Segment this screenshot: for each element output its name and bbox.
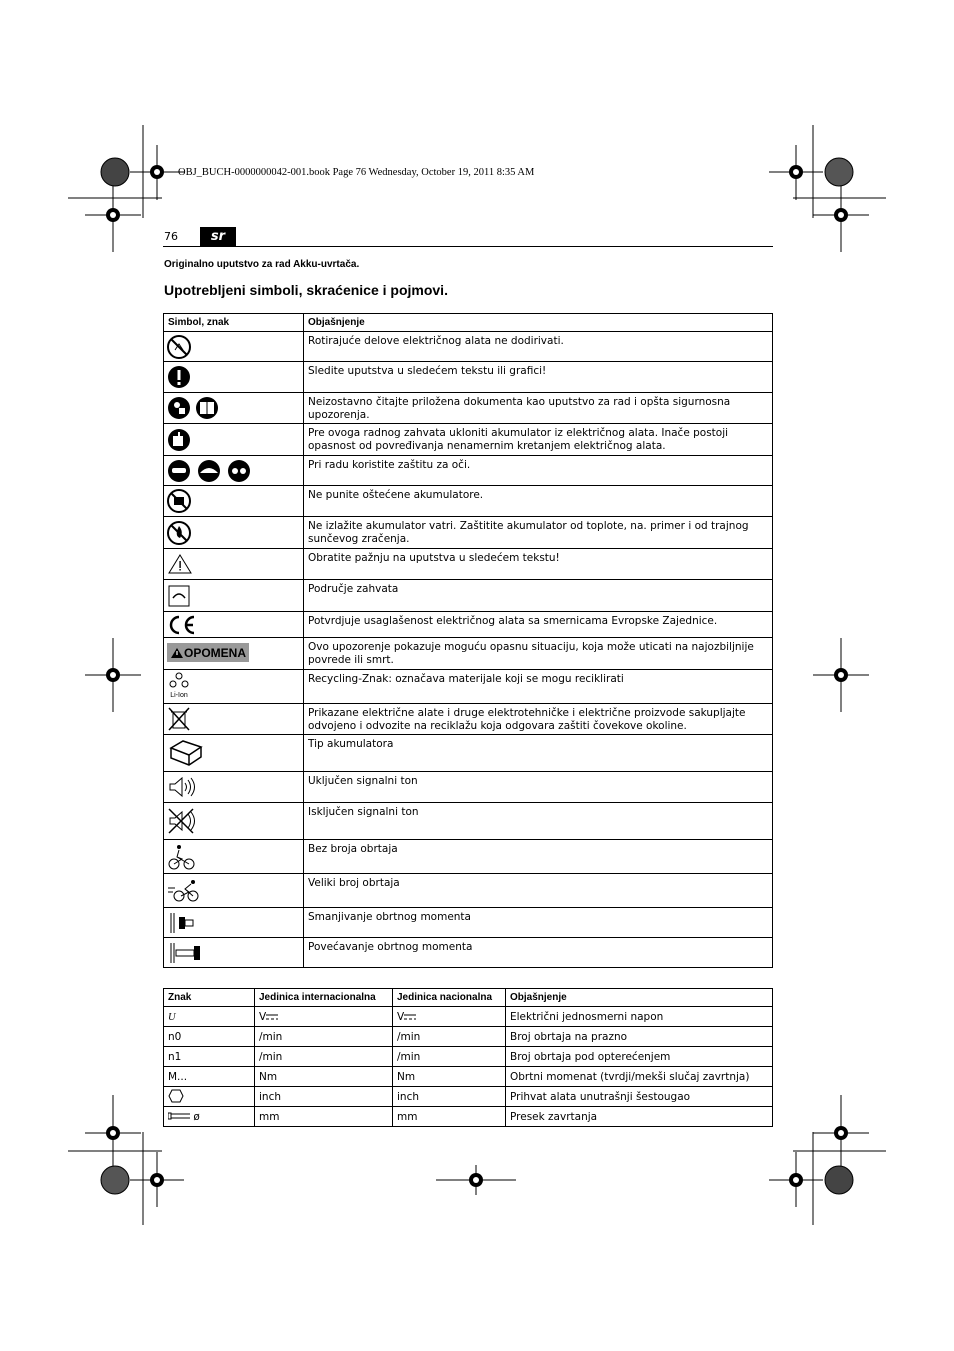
natl-unit-cell: /min: [393, 1047, 506, 1067]
diameter-text: ø: [193, 1111, 200, 1123]
explanation-cell: Prihvat alata unutrašnji šestougao: [506, 1087, 773, 1107]
intl-unit-cell: /min: [255, 1027, 393, 1047]
table-row: [164, 549, 773, 580]
no-touch-rotating-icon: [167, 335, 191, 359]
table-row: [164, 772, 773, 803]
explanation-text: Ovo upozorenje pokazuje moguću opasnu situaciju, koja može uticati na najozbiljnije povrede ili smrt.: [304, 638, 773, 670]
section-title: Upotrebljeni simboli, skraćenice i pojmovi.: [164, 282, 448, 298]
intl-unit-cell: inch: [255, 1087, 393, 1107]
explanation-text: Povećavanje obrtnog momenta: [304, 938, 773, 968]
explanation-text: Obratite pažnju na uputstva u sledećem tekstu!: [304, 549, 773, 580]
explanation-text: Tip akumulatora: [304, 735, 773, 772]
torque-increase-icon: [167, 941, 203, 965]
table-row: [164, 332, 773, 362]
explanation-text: Prikazane električne alate i druge elektrotehničke i električne proizvode sakupljajte odvojeno i odvozite na reciklažu koja odgovara zaštiti čovekove okoline.: [304, 704, 773, 735]
table-row: [164, 840, 773, 874]
sign-cell: [164, 1087, 255, 1107]
table-row: [164, 908, 773, 938]
units-table-header: [164, 989, 773, 1007]
grip-area-icon: [167, 584, 191, 608]
table-row: [164, 1067, 773, 1087]
explanation-text: Isključen signalni ton: [304, 803, 773, 840]
natl-unit-cell: mm: [393, 1107, 506, 1127]
opomena-text: OPOMENA: [184, 645, 247, 660]
table-row: [164, 1107, 773, 1127]
column-header-symbol: Simbol, znak: [164, 314, 304, 332]
explanation-text: Smanjivanje obrtnog momenta: [304, 908, 773, 938]
column-header-natl: Jedinica nacionalna: [393, 989, 506, 1007]
table-row: [164, 874, 773, 908]
explanation-text: Rotirajuće delove električnog alata ne dodirivati.: [304, 332, 773, 362]
symbols-table: [163, 313, 773, 968]
table-row: [164, 393, 773, 424]
no-fire-icon: [167, 521, 191, 545]
intl-unit-cell: Nm: [255, 1067, 393, 1087]
warning-triangle-icon: [170, 647, 184, 659]
no-charge-damaged-icon: [167, 489, 191, 513]
table-row: [164, 580, 773, 612]
table-row: [164, 1047, 773, 1067]
sign-cell: U: [164, 1007, 255, 1027]
book-note: OBJ_BUCH-0000000042-001.book Page 76 Wednesday, October 19, 2011 8:35 AM: [178, 167, 535, 178]
column-header-sign: Znak: [164, 989, 255, 1007]
explanation-cell: Broj obrtaja pod opterećenjem: [506, 1047, 773, 1067]
table-row: [164, 735, 773, 772]
table-row: [164, 1007, 773, 1027]
explanation-cell: Električni jednosmerni napon: [506, 1007, 773, 1027]
torque-decrease-icon: [167, 911, 197, 935]
natl-unit-text: V: [397, 1011, 405, 1023]
table-row: [164, 670, 773, 704]
explanation-text: Veliki broj obrtaja: [304, 874, 773, 908]
dc-symbol-icon: [404, 1014, 416, 1020]
sign-cell: n1: [164, 1047, 255, 1067]
explanation-cell: Presek zavrtanja: [506, 1107, 773, 1127]
explanation-text: Uključen signalni ton: [304, 772, 773, 803]
symbols-table-header: [164, 314, 773, 332]
crossed-bin-icon: [167, 706, 191, 732]
slow-cyclist-icon: [167, 843, 197, 871]
explanation-text: Potvrdjuje usaglašenost električnog alata sa smernicama Evropske Zajednice.: [304, 612, 773, 638]
screw-icon: [168, 1112, 190, 1120]
opomena-label: [167, 643, 249, 662]
intl-unit-cell: [255, 1007, 393, 1027]
hexagon-socket-icon: [168, 1089, 184, 1103]
exclamation-icon: [167, 365, 191, 389]
explanation-text: Sledite uputstva u sledećem tekstu ili grafici!: [304, 362, 773, 393]
explanation-text: Neizostavno čitajte priložena dokumenta kao uputstvo za rad i opšta sigurnosna upozorenja.: [304, 393, 773, 424]
table-row: [164, 638, 773, 670]
document-subtitle: Originalno uputstvo za rad Akku-uvrtača.: [164, 259, 360, 270]
recycling-liion-icon: [167, 671, 191, 700]
language-badge: sr: [200, 227, 236, 246]
column-header-explanation: Objašnjenje: [304, 314, 773, 332]
liion-text: Li-Ion: [170, 692, 188, 699]
intl-unit-cell: /min: [255, 1047, 393, 1067]
explanation-text: Recycling-Znak: označava materijale koji se mogu reciklirati: [304, 670, 773, 704]
table-row: [164, 612, 773, 638]
explanation-text: Bez broja obrtaja: [304, 840, 773, 874]
explanation-cell: Obrtni momenat (tvrdji/mekši slučaj zavrtnja): [506, 1067, 773, 1087]
sign-cell: M...: [164, 1067, 255, 1087]
table-row: [164, 1087, 773, 1107]
table-row: [164, 517, 773, 549]
table-row: [164, 424, 773, 456]
header-rule: [163, 246, 773, 247]
sign-cell: [164, 1107, 255, 1127]
speaker-off-icon: [167, 807, 197, 835]
sign-cell: n0: [164, 1027, 255, 1047]
warning-triangle-icon: [167, 553, 193, 575]
eye-protection-icon: [167, 459, 251, 483]
natl-unit-cell: inch: [393, 1087, 506, 1107]
table-row: [164, 803, 773, 840]
table-row: [164, 704, 773, 735]
dc-symbol-icon: [266, 1014, 278, 1020]
explanation-text: Pre ovoga radnog zahvata ukloniti akumulator iz električnog alata. Inače postoji opasnost od povređivanja nenamernim kretanjem električnog alata.: [304, 424, 773, 456]
natl-unit-cell: Nm: [393, 1067, 506, 1087]
speaker-on-icon: [167, 775, 197, 799]
remove-battery-icon: [167, 428, 191, 452]
table-row: [164, 362, 773, 393]
intl-unit-cell: mm: [255, 1107, 393, 1127]
explanation-text: Područje zahvata: [304, 580, 773, 612]
natl-unit-cell: /min: [393, 1027, 506, 1047]
table-row: [164, 486, 773, 517]
read-manual-icon: [167, 396, 219, 420]
intl-unit-text: V: [259, 1011, 267, 1023]
column-header-explanation: Objašnjenje: [506, 989, 773, 1007]
natl-unit-cell: [393, 1007, 506, 1027]
explanation-text: Ne punite oštećene akumulatore.: [304, 486, 773, 517]
units-table: [163, 988, 773, 1127]
battery-type-icon: [167, 738, 203, 768]
fast-cyclist-icon: [167, 878, 201, 904]
page-number: 76: [164, 230, 178, 243]
table-row: [164, 938, 773, 968]
explanation-cell: Broj obrtaja na prazno: [506, 1027, 773, 1047]
explanation-text: Pri radu koristite zaštitu za oči.: [304, 456, 773, 486]
table-row: [164, 1027, 773, 1047]
explanation-text: Ne izlažite akumulator vatri. Zaštitite akumulator od toplote, na. primer i od trajnog sunčevog zračenja.: [304, 517, 773, 549]
table-row: [164, 456, 773, 486]
ce-mark-icon: [167, 614, 197, 636]
column-header-intl: Jedinica internacionalna: [255, 989, 393, 1007]
